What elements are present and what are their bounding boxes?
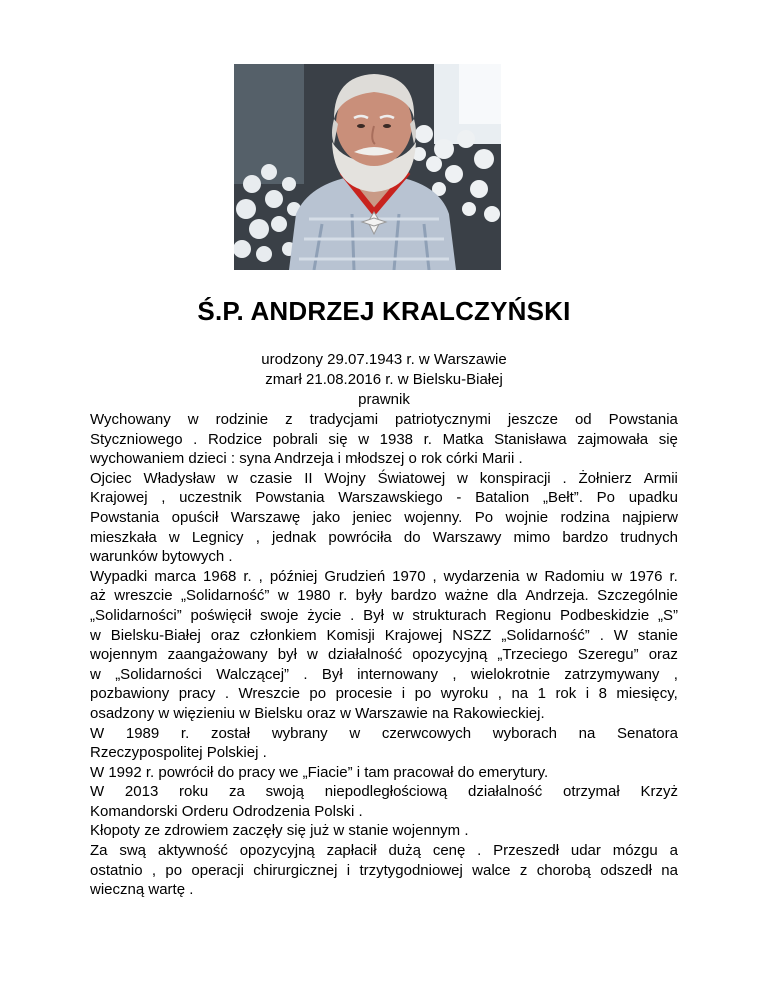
biography-word: a [669,842,678,860]
biography-word: marca [154,567,197,585]
biography-word: Stanisława [494,430,567,448]
biography-word: do [403,528,421,546]
biography-word: w [90,626,101,644]
biography-line: W 1992 r. powrócił do pracy we „Fiacie” i tam pracował do emerytury. [90,763,549,781]
biography-word: jeniec [352,508,392,526]
biography-word: - [456,489,462,507]
biography-line [90,430,678,450]
biography-word: się [658,430,678,448]
profession-line: prawnik [358,391,410,408]
biography-word: Warszawę [230,508,301,526]
biography-word: jeszcze [507,411,558,428]
biography-word: się [328,430,348,448]
biography-word: pracy [178,685,216,703]
biography-word: 1970 [392,567,426,585]
biography-word: Legnicy [191,528,244,546]
biography-word: wojnie [505,508,549,526]
biography-word: stanie [637,626,678,644]
biography-word: roku [179,783,209,801]
biography-line [90,508,678,528]
biography-line [90,586,678,606]
biography-word: i [346,861,351,879]
biography-word: 8 [598,685,607,703]
biography-word: życie [307,606,342,624]
biography-word: najpierw [622,508,678,526]
biography-word: Wypadki [90,567,148,585]
biography-word: swą [119,842,147,860]
biography-word: aż [90,587,106,605]
biography-word: rok [555,685,577,703]
biography-word: Podbeskidzie [559,606,650,624]
biography-line [90,606,678,626]
biography-word: Światowej [377,469,446,487]
biography-word: Grudzień [324,567,386,585]
biography-word: trzytygodniowej [359,861,463,879]
biography-word: Przeszedł [493,842,560,860]
biography-word: dla [496,587,517,605]
biography-word: Walczącej” [216,665,290,683]
biography-word: pozbawiony [90,685,170,703]
biography-word: ostatnio [90,861,143,879]
biography-word: . [599,626,604,644]
biography-word: , [673,665,678,683]
biography-word: wielokrotnie [470,665,551,683]
biography-word: członkiem [249,626,317,644]
biography-word: na [511,685,529,703]
biography-word: oraz [210,626,240,644]
biography-word: w [168,528,180,546]
biography-word: Za [90,842,108,860]
biography-word: dużą [388,842,421,860]
biography-word: internowany [357,665,438,683]
biography-word: . [350,606,355,624]
biography-word: W [613,626,628,644]
biography-word: operacji [191,861,244,879]
biography-word: . [224,685,230,703]
biography-word: , [497,685,502,703]
biography-word: W [90,783,105,801]
biography-word: z [519,861,528,879]
biography-line [90,469,678,489]
biography-word: mimo [513,528,551,546]
biography-word: Wojny [324,469,366,487]
biography-word: zapłacił [326,842,377,860]
biography-word: pobrali [272,430,318,448]
biography-word: 1980 [297,587,331,605]
biography-word: wydarzenia [443,567,520,585]
biography-word: tradycjami [309,411,379,428]
biography-word: opuścił [171,508,219,526]
biography-line [90,488,678,508]
biography-word: wreszcie [114,587,173,605]
biography-line [90,724,678,744]
biography-word: w [457,469,468,487]
biography-word: z [285,411,293,428]
biography-word: czasie [249,469,293,487]
biography-word: mózgu [612,842,658,860]
biography-word: Krajowej [384,626,443,644]
biography-word: Był [321,665,343,683]
biography-word: Po [596,489,616,507]
biography-word: miesięcy, [616,685,678,703]
biography-word: walce [472,861,511,879]
biography-word: r. [243,567,252,585]
biography-word: mieszkała [90,528,157,546]
biography-word: r. [423,430,432,448]
biography-word: w [358,430,370,448]
biography-word: w [611,567,623,585]
biography-line [90,645,678,665]
biography-word: trudnych [620,528,678,546]
biography-word: „Bełt”. [542,489,583,507]
biography-line [90,410,678,430]
biography-word: konspiracji [479,469,551,487]
biography-word: , [255,528,260,546]
biography-word: działalność [468,783,543,801]
biography-word: NSZZ [452,626,492,644]
biography-line: osadzony w więzieniu w Bielsku oraz w Warszawie na Rakowieckiej. [90,704,545,722]
biography-line: Kłopoty ze zdrowiem zaczęły się już w stanie wojennym . [90,822,469,840]
biography-word: opozycyjną [239,842,315,860]
biography-word: były [355,587,383,605]
biography-word: Żołnierz [578,469,632,487]
biography-word: Szeregu” [577,646,639,664]
biography-word: Batalion [475,489,530,507]
biography-word: Powstania [255,489,325,507]
biography-word: po [309,685,327,703]
biography-word: i [401,685,406,703]
biography-word: strukturach [412,606,487,624]
biography-word: Bielsku-Białej [110,626,201,644]
biography-word: w [392,606,404,624]
biography-word: opozycyjną [412,646,488,664]
biography-word: wybrany [271,724,328,742]
biography-word: w [277,587,289,605]
biography-line: Komandorski Orderu Odrodzenia Polski . [90,802,363,820]
biography-word: Warszawy [432,528,502,546]
biography-word: procesie [335,685,393,703]
biography-word: Powstania [608,411,678,428]
biography-word: patriotycznymi [395,411,491,428]
biography-word: , [161,489,166,507]
biography-word: Warszawskiego [338,489,443,507]
portrait-image [234,64,501,270]
biography-word: 2013 [124,783,159,801]
biography-word: II [304,469,313,487]
biography-word: r. [669,567,678,585]
biography-line [90,626,678,646]
biography-word: w [307,646,318,664]
biography-word: Był [363,606,384,624]
biography-word: na [578,724,596,742]
biography-word: oraz [648,646,678,664]
biography-word: Radomiu [544,567,605,585]
biography-word: odszedł [600,861,652,879]
biography-word: jednak [272,528,317,546]
biography-word: cenę [432,842,466,860]
biography-word: „Solidarność” [501,626,590,644]
biography-word: „Solidarności [115,665,202,683]
biography-word: w [526,567,538,585]
birth-line: urodzony 29.07.1943 r. w Warszawie [261,351,507,368]
biography-word: wojenny. [404,508,463,526]
biography-word: rodzina [560,508,610,526]
biography-line [90,528,678,548]
biography-word: w [187,411,199,428]
biography-word: Po [474,508,494,526]
biography-line: wychowaniem dzieci : syna Andrzeja i młodszej o rok córki Marii . [90,450,523,468]
biography-word: Krzyż [640,783,678,801]
biography-word: ważne [445,587,489,605]
biography-word: W [90,724,105,742]
biography-word: jako [312,508,341,526]
biography-word: Krajowej [90,489,148,507]
biography-word: . [303,665,308,683]
biography-word: poświęcił [190,606,252,624]
biography-word: w [90,665,101,683]
biography-word: . [562,469,567,487]
biography-word: działalność [327,646,403,664]
biography-word: Powstania [90,508,160,526]
biography-line: wieczną wartę . [90,881,194,899]
biography-word: niepodległościową [324,783,448,801]
biography-word: Wychowany [90,411,171,428]
biography-line [90,665,678,685]
biography-word: czerwcowych [381,724,472,742]
biography-text [90,410,678,900]
biography-word: Ojciec [90,469,132,487]
biography-word: 1989 [125,724,160,742]
biography-word: wyroku [440,685,489,703]
biography-word: Senatora [617,724,678,742]
biography-word: w [227,469,238,487]
biography-word: Styczniowego [90,430,183,448]
biography-line [90,567,678,587]
biography-word: Armii [643,469,678,487]
biography-word: za [228,783,245,801]
biography-word: Szczególnie [597,587,678,605]
biography-word: swoją [265,783,304,801]
biography-word: aktywność [157,842,228,860]
biography-word: na [661,861,678,879]
biography-word: swoje [260,606,299,624]
death-line: zmarł 21.08.2016 r. w Bielsku-Białej [265,371,503,388]
biography-word: „S” [657,606,678,624]
biography-line [90,782,678,802]
biography-line [90,684,678,704]
biography-word: powróciła [328,528,392,546]
biography-word: „Solidarność” [181,587,270,605]
biography-word: Andrzeja. [525,587,589,605]
portrait-photo [234,64,501,270]
biography-word: został [210,724,251,742]
biography-word: udar [570,842,601,860]
biography-word: 1968 [203,567,237,585]
biography-word: od [574,411,592,428]
biography-word: Komisji [326,626,375,644]
biography-word: rodzinie [215,411,269,428]
biography-word: zajmowała [577,430,649,448]
biography-word: . [477,842,482,860]
biography-line: warunków bytowych . [90,548,233,566]
biography-word: Rodzice [207,430,263,448]
biography-word: „Solidarności” [90,606,182,624]
biography-word: zaangażowany [167,646,268,664]
biography-word: 1938 [379,430,414,448]
biography-line [90,861,678,881]
biography-word: zatrzymywany [564,665,660,683]
biography-word: Matka [442,430,484,448]
biography-word: , [432,567,437,585]
biography-word: po [165,861,183,879]
biography-word: . [193,430,198,448]
biography-word: bardzo [390,587,437,605]
biography-word: , [151,861,157,879]
biography-word: i [585,685,590,703]
page-title: Ś.P. ANDRZEJ KRALCZYŃSKI [197,296,571,326]
biography-word: w [349,724,361,742]
biography-word: po [414,685,432,703]
biography-word: , [258,567,263,585]
biography-word: upadku [628,489,678,507]
biography-word: Wreszcie [238,685,300,703]
biography-word: Władysław [143,469,216,487]
biography-word: 1976 [629,567,663,585]
biography-word: bardzo [562,528,609,546]
biography-word: r. [338,587,348,605]
biography-word: 1 [537,685,546,703]
biography-word: był [277,646,297,664]
biography-word: Regionu [495,606,552,624]
biography-word: później [269,567,318,585]
biography-word: „Trzeciego [497,646,568,664]
biography-word: chorobą [536,861,591,879]
biography-word: , [452,665,457,683]
biography-line [90,841,678,861]
biography-word: wyborach [492,724,557,742]
biography-line: Rzeczypospolitej Polskiej . [90,744,267,762]
biography-word: r. [180,724,190,742]
biography-word: chirurgicznej [253,861,338,879]
biography-word: uczestnik [179,489,242,507]
biography-word: wojennym [90,646,158,664]
life-facts [0,350,768,410]
biography-word: otrzymał [563,783,620,801]
